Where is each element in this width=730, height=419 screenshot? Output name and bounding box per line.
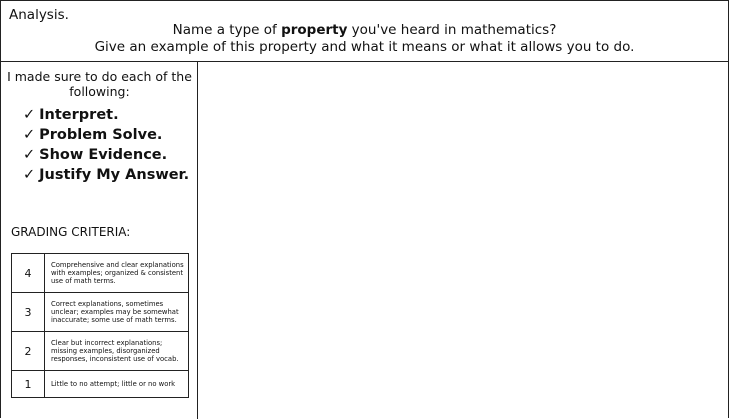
prompt-text-start: Name a type of <box>172 22 282 38</box>
grading-criteria-table <box>11 253 189 398</box>
checklist-item <box>23 165 189 185</box>
prompt-line-2: Give an example of this property and what it means or what it allows you to do. <box>94 39 635 55</box>
checklist-item-label: Problem Solve. <box>39 127 163 143</box>
criteria-description: Correct explanations, sometimes unclear; examples may be somewhat inaccurate; some use of math terms. <box>45 293 189 332</box>
table-row <box>12 371 189 398</box>
check-icon: ✓ <box>23 147 36 163</box>
score-cell: 1 <box>12 371 45 398</box>
checklist-item <box>23 105 189 125</box>
checklist <box>23 105 189 185</box>
criteria-description: Clear but incorrect explanations; missing examples, disorganized responses, inconsistent use of vocab. <box>45 332 189 371</box>
table-row <box>12 332 189 371</box>
check-icon: ✓ <box>23 167 36 183</box>
checklist-item <box>23 125 189 145</box>
score-cell: 4 <box>12 254 45 293</box>
prompt-keyword: property <box>281 22 348 38</box>
check-icon: ✓ <box>23 127 36 143</box>
section-label: Analysis. <box>9 7 69 23</box>
question-prompt <box>1 22 728 56</box>
header-section <box>1 1 728 62</box>
checklist-intro: I made sure to do each of the following: <box>7 69 192 99</box>
score-cell: 2 <box>12 332 45 371</box>
checklist-item-label: Justify My Answer. <box>39 167 190 183</box>
prompt-text-end: you've heard in mathematics? <box>347 22 557 38</box>
prompt-line-1 <box>1 22 728 39</box>
checklist-item-label: Show Evidence. <box>39 147 168 163</box>
score-cell: 3 <box>12 293 45 332</box>
table-row <box>12 254 189 293</box>
table-row <box>12 293 189 332</box>
criteria-column <box>1 62 198 419</box>
grading-criteria-title: GRADING CRITERIA: <box>11 225 131 239</box>
answer-area[interactable] <box>198 62 728 419</box>
criteria-description: Comprehensive and clear explanations with examples; organized & consistent use of math terms. <box>45 254 189 293</box>
check-icon: ✓ <box>23 107 36 123</box>
checklist-item <box>23 145 189 165</box>
criteria-description: Little to no attempt; little or no work <box>45 371 189 398</box>
checklist-item-label: Interpret. <box>39 107 119 123</box>
